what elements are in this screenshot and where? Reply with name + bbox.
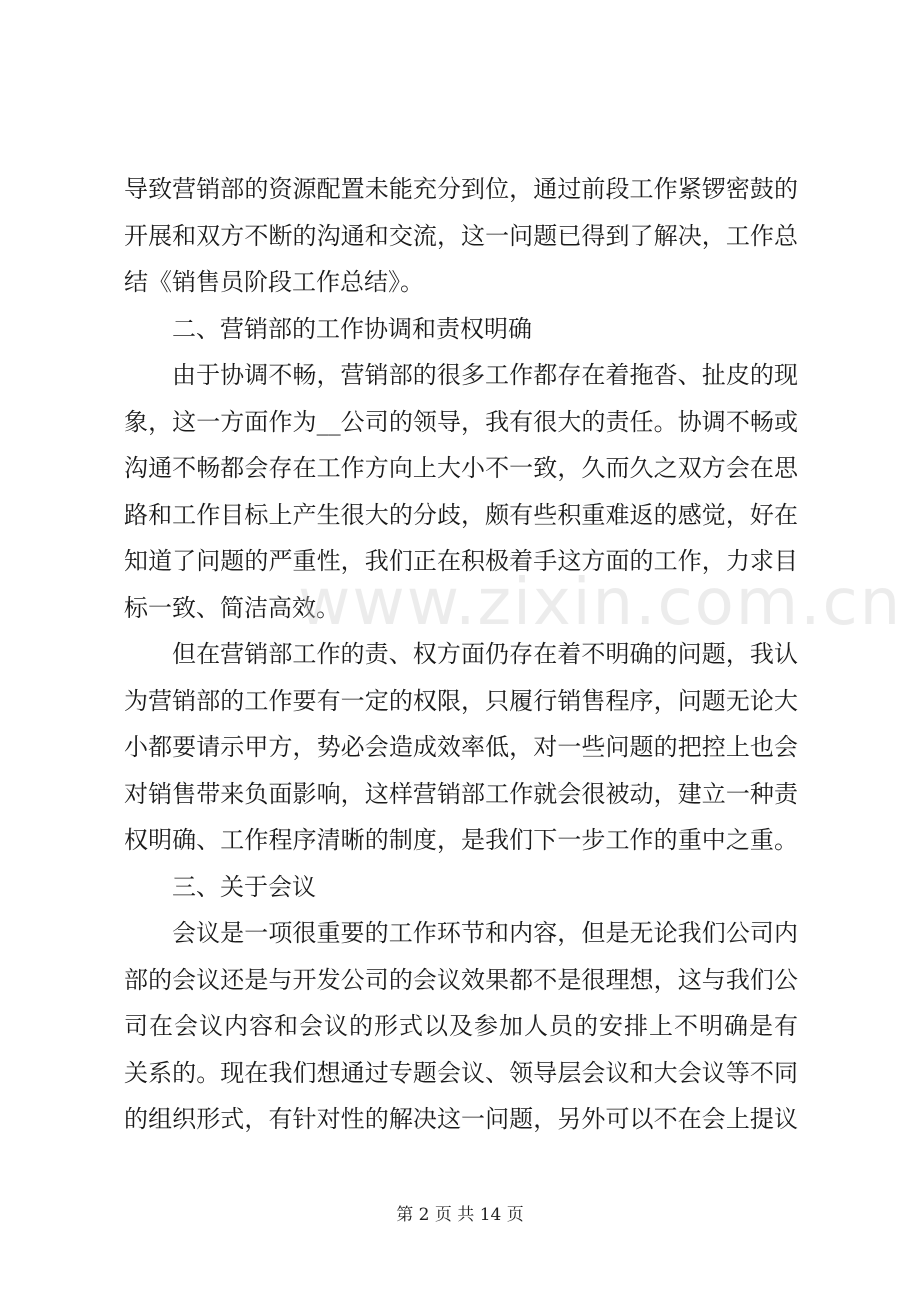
body-line: 部的会议还是与开发公司的会议效果都不是很理想，这与我们公 xyxy=(124,965,798,994)
body-line: 由于协调不畅，营销部的很多工作都存在着拖沓、扯皮的现 xyxy=(172,361,798,389)
body-line: 小都要请示甲方，势必会造成效率低，对一些问题的把控上也会 xyxy=(124,733,798,761)
body-line: 但在营销部工作的责、权方面仍存在着不明确的问题，我认 xyxy=(172,640,798,668)
body-line: 关系的。现在我们想通过专题会议、领导层会议和大会议等不同 xyxy=(124,1058,798,1087)
body-line: 对销售带来负面影响，这样营销部工作就会很被动，建立一种责 xyxy=(124,779,798,808)
section-heading-3: 三、关于会议 xyxy=(172,872,316,901)
body-line: 知道了问题的严重性，我们正在积极着手这方面的工作，力求目 xyxy=(124,547,798,575)
body-line: 路和工作目标上产生很大的分歧，颇有些积重难返的感觉，好在 xyxy=(124,500,798,529)
document-body xyxy=(124,166,903,1143)
body-line: 的组织形式，有针对性的解决这一问题，另外可以不在会上提议 xyxy=(124,1105,798,1133)
section-heading-2: 二、营销部的工作协调和责权明确 xyxy=(172,314,532,343)
page-number-footer: 第 2 页 共 14 页 xyxy=(396,1205,524,1225)
body-line: 象，这一方面作为__公司的领导，我有很大的责任。协调不畅或 xyxy=(124,407,798,436)
body-line: 导致营销部的资源配置未能充分到位，通过前段工作紧锣密鼓的 xyxy=(124,175,798,203)
watermark: www.zixin.com.cn xyxy=(298,566,903,640)
body-line: 标一致、简洁高效。 xyxy=(124,593,340,622)
body-line: 会议是一项很重要的工作环节和内容，但是无论我们公司内 xyxy=(172,919,798,947)
body-line: 结《销售员阶段工作总结》。 xyxy=(124,268,424,296)
body-line: 权明确、工作程序清晰的制度，是我们下一步工作的重中之重。 xyxy=(124,826,798,854)
body-line: 沟通不畅都会存在工作方向上大小不一致，久而久之双方会在思 xyxy=(124,454,798,482)
body-line: 司在会议内容和会议的形式以及参加人员的安排上不明确是有 xyxy=(124,1012,798,1040)
body-line: 为营销部的工作要有一定的权限，只履行销售程序，问题无论大 xyxy=(124,686,798,715)
body-line: 开展和双方不断的沟通和交流，这一问题已得到了解决，工作总 xyxy=(124,221,798,250)
